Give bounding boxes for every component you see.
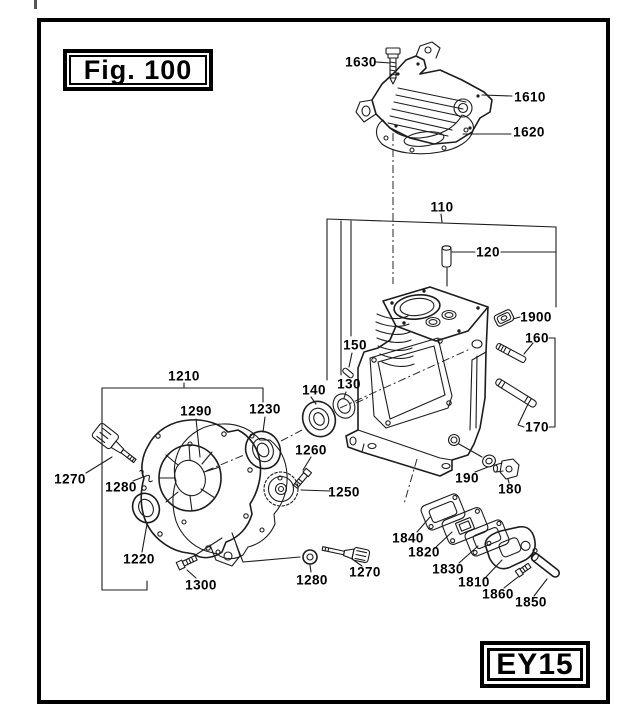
part-label-1810: 1810	[458, 574, 490, 590]
spring-1280-drawing	[138, 469, 153, 482]
part-label-1210: 1210	[168, 368, 200, 384]
oil-dipstick-drawing	[91, 422, 141, 466]
figure-number-inner-frame	[69, 55, 207, 85]
bolt-1260-drawing	[293, 468, 312, 489]
part-label-150: 150	[343, 337, 367, 353]
model-code-text: EY15	[496, 647, 574, 681]
breather-assembly-drawing	[420, 492, 561, 578]
figure-number-box	[63, 49, 213, 91]
part-label-1270-dipstick: 1270	[54, 471, 86, 487]
callout-lines	[86, 62, 556, 596]
model-code-inner-frame	[487, 648, 583, 681]
part-label-1270-lower: 1270	[349, 564, 381, 580]
bolt-1860-drawing	[515, 563, 531, 577]
part-label-1620: 1620	[513, 124, 545, 140]
part-label-1610: 1610	[514, 89, 546, 105]
cylinder-head-drawing	[356, 42, 492, 154]
part-label-1840: 1840	[392, 530, 424, 546]
insert-1900-drawing	[493, 309, 514, 327]
stud-160-drawing	[495, 343, 526, 363]
part-label-1230: 1230	[249, 401, 281, 417]
drain-washer-drawing	[481, 453, 497, 468]
drain-plug-drawing	[494, 459, 520, 479]
part-label-1300: 1300	[185, 577, 217, 593]
part-label-1830: 1830	[432, 561, 464, 577]
part-label-120: 120	[476, 244, 500, 260]
part-label-190: 190	[455, 470, 479, 486]
oil-dipstick-lower-drawing	[321, 541, 370, 563]
breather-tube-1850-drawing	[530, 552, 561, 579]
crankcase-cover-drawing	[91, 367, 370, 570]
bolt-1300-drawing	[176, 554, 198, 570]
ball-bearing-140-drawing	[297, 396, 341, 442]
stud-170-drawing	[495, 378, 538, 408]
part-label-130: 130	[337, 376, 361, 392]
part-label-110: 110	[430, 199, 454, 215]
cylinder-block-drawing	[346, 246, 537, 479]
part-label-140: 140	[302, 382, 326, 398]
governor-gear-drawing	[264, 472, 298, 506]
part-label-1220: 1220	[123, 551, 155, 567]
breather-cover-1810-drawing	[482, 520, 542, 573]
part-label-160: 160	[525, 330, 549, 346]
part-label-180: 180	[498, 481, 522, 497]
part-label-1900: 1900	[520, 309, 552, 325]
figure-number-text: Fig. 100	[83, 54, 193, 85]
model-code-box	[480, 641, 590, 688]
part-label-1860: 1860	[482, 586, 514, 602]
part-label-1280-spring: 1280	[105, 479, 137, 495]
dowel-pin-drawing	[442, 246, 451, 267]
woodruff-key-drawing	[342, 367, 354, 379]
head-gasket-drawing	[376, 115, 473, 154]
part-label-170: 170	[525, 419, 549, 435]
part-label-1290: 1290	[180, 403, 212, 419]
part-label-1280-washer: 1280	[296, 572, 328, 588]
part-label-1630: 1630	[345, 54, 377, 70]
part-label-1820: 1820	[408, 544, 440, 560]
washer-1280-drawing	[303, 550, 317, 564]
part-label-1250: 1250	[328, 484, 360, 500]
part-label-1260: 1260	[295, 442, 327, 458]
part-label-1850: 1850	[515, 594, 547, 610]
